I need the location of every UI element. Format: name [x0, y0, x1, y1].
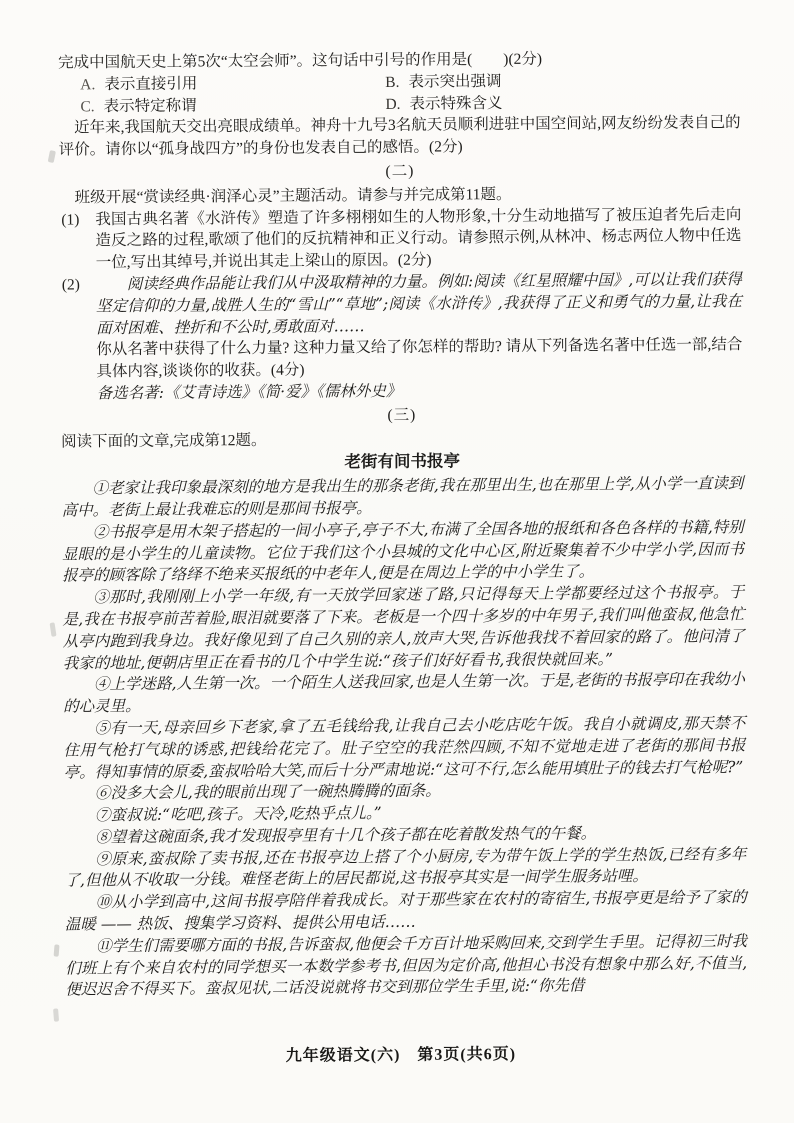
option-b-letter: B.	[385, 73, 400, 91]
article-paragraph-4: ④上学迷路,人生第一次。一个陌生人送我回家,也是人生第一次。于是,老街的书报亭印在我幼小的心灵里。	[63, 670, 746, 716]
option-d-letter: D.	[385, 95, 401, 113]
section-two-intro: 班级开展“赏读经典·润泽心灵”主题活动。请参与并完成第11题。	[74, 185, 512, 207]
item-1-body	[95, 204, 741, 274]
item-2-quote: 阅读经典作品能让我们从中汲取精神的力量。例如:阅读《红星照耀中国》,可以让我们获得坚定信仰的力量,战胜人生的“雪山”“草地”;阅读《水浒传》,我获得了正义和勇气的力量,让我在面对困难、挫折和不公时,勇敢面对……	[95, 270, 743, 337]
section-three-intro: 阅读下面的文章,完成第12题。	[60, 431, 267, 451]
page-footer: 九年级语文(六) 第3页(共6页)	[285, 1045, 517, 1065]
scan-artifact	[53, 1008, 59, 1021]
scan-artifact	[48, 150, 56, 163]
article-paragraph-6: ⑥没多大会儿,我的眼前出现了一碗热腾腾的面条。	[94, 781, 441, 803]
section-two-heading: (二)	[385, 162, 415, 180]
article-paragraph-2: ②书报亭是用木架子搭起的一间小亭子,亭子不大,布满了全国各地的报纸和各色各样的书籍,特别显眼的是小学生的儿童读物。它位于我们这个小县城的文化中心区,附近聚集着不少中学小学,因而书报亭的顾客除了络绎不绝来买报纸的中老年人,便是在周边上学的中小学生了。	[61, 517, 744, 585]
option-c	[80, 94, 385, 118]
question-10-followup: 近年来,我国航天交出亮眼成绩单。神舟十九号3名航天员顺利进驻中国空间站,网友纷纷发表自己的评价。请你以“孤身战四方”的身份也发表自己的感悟。(2分)	[58, 114, 741, 159]
option-b	[385, 69, 740, 94]
item-2-question: 你从名著中获得了什么力量? 这种力量又给了你怎样的帮助? 请从下列备选名著中任选一部,结合具体内容,谈谈你的收获。(4分)	[96, 336, 743, 381]
question-10-stem: 完成中国航天史上第5次“太空会师”。这句话中引号的作用是( )(2分)	[58, 50, 543, 72]
article-paragraph-11: ⑪学生们需要哪方面的书报,告诉蛮叔,他便会千方百计地采购回来,交到学生手里。记得初三时我们班上有个来自农村的同学想买一本数学参考书,但因为定价高,他担心书没有想象中那么好,不值当,便迟迟舍不得买下。蛮叔见状,二话没说就将书交到那位学生手里,说:“你先借	[65, 932, 748, 999]
answer-options	[58, 69, 740, 118]
article-paragraph-1: ①老家让我印象最深刻的地方是我出生的那条老街,我在那里出生,也在那里上学,从小学一直读到高中。老街上最让我难忘的则是那间书报亭。	[61, 474, 744, 520]
option-b-text: 表示突出强调	[408, 72, 502, 91]
option-c-text: 表示特定称谓	[103, 97, 197, 115]
article-paragraph-3: ③那时,我刚刚上小学一年级,有一天放学回家迷了路,只记得每天上学都要经过这个书报亭。于是,我在书报亭前苦着脸,眼泪就要落了下来。老板是一个四十多岁的中年男子,我们叫他蛮叔,他急忙从亭内跑到我身边。我好像见到了自己久别的亲人,放声大哭,告诉他我找不着回家的路了。他问清了我家的地址,便朝店里正在看书的几个中学生说:“孩子们好好看书,我很快就回来。”	[62, 583, 745, 673]
item-1-text: 我国古典名著《水浒传》塑造了许多栩栩如生的人物形象,十分生动地描写了被压迫者先后走向造反之路的过程,歌颂了他们的反抗精神和正义行动。请参照示例,从林冲、杨志两位人物中任选一位,写出其绰号,并说出其走上梁山的原因。(2分)	[95, 205, 742, 272]
article-paragraph-9: ⑨原来,蛮叔除了卖书报,还在书报亭边上搭了个小厨房,专为带午饭上学的学生热饭,已经有多年了,但他从不收取一分钱。难怪老街上的居民都说,这书报亭其实是一间学生服务站哩。	[64, 844, 747, 890]
item-2-label: (2)	[61, 276, 80, 294]
article-title: 老街有间书报亭	[344, 452, 461, 472]
option-a	[80, 72, 385, 96]
option-d-text: 表示特殊含义	[409, 94, 503, 113]
item-2-body	[96, 269, 743, 405]
scan-artifact	[50, 622, 57, 637]
page-content	[58, 47, 747, 1002]
item-1-label: (1)	[61, 210, 80, 229]
reading-passage	[61, 473, 747, 1001]
question-11-item-2	[60, 269, 743, 405]
question-11-item-1	[59, 204, 741, 275]
option-a-letter: A.	[80, 76, 96, 94]
option-d	[385, 91, 740, 116]
article-paragraph-5: ⑤有一天,母亲回乡下老家,拿了五毛钱给我,让我自己去小吃店吃午饭。我自小就调皮,那天禁不住用气枪打气球的诱惑,把钱给花完了。肚子空空的我茫然四顾,不知不觉地走进了老街的那间书报亭。得知事情的原委,蛮叔哈哈大笑,而后十分严肃地说:“这可不行,怎么能用填肚子的钱去打气枪呢?”	[63, 714, 746, 781]
item-2-book-list: 备选名著:《艾青诗选》《简·爱》《儒林外史》	[96, 381, 402, 403]
scan-artifact	[54, 944, 60, 956]
section-three-heading: (三)	[387, 406, 417, 424]
article-paragraph-8: ⑧望着这碗面条,我才发现报亭里有十几个孩子都在吃着散发热气的午餐。	[95, 824, 597, 847]
option-c-letter: C.	[80, 97, 95, 115]
article-paragraph-7: ⑦蛮叔说:“吃吧,孩子。天冷,吃热乎点儿。”	[94, 804, 382, 825]
article-paragraph-10: ⑩从小学到高中,这间书报亭陪伴着我成长。对于那些家在农村的寄宿生,书报亭更是给予了家的温暖 —— 热饭、搜集学习资料、提供公用电话……	[64, 888, 747, 934]
option-a-text: 表示直接引用	[104, 75, 198, 93]
